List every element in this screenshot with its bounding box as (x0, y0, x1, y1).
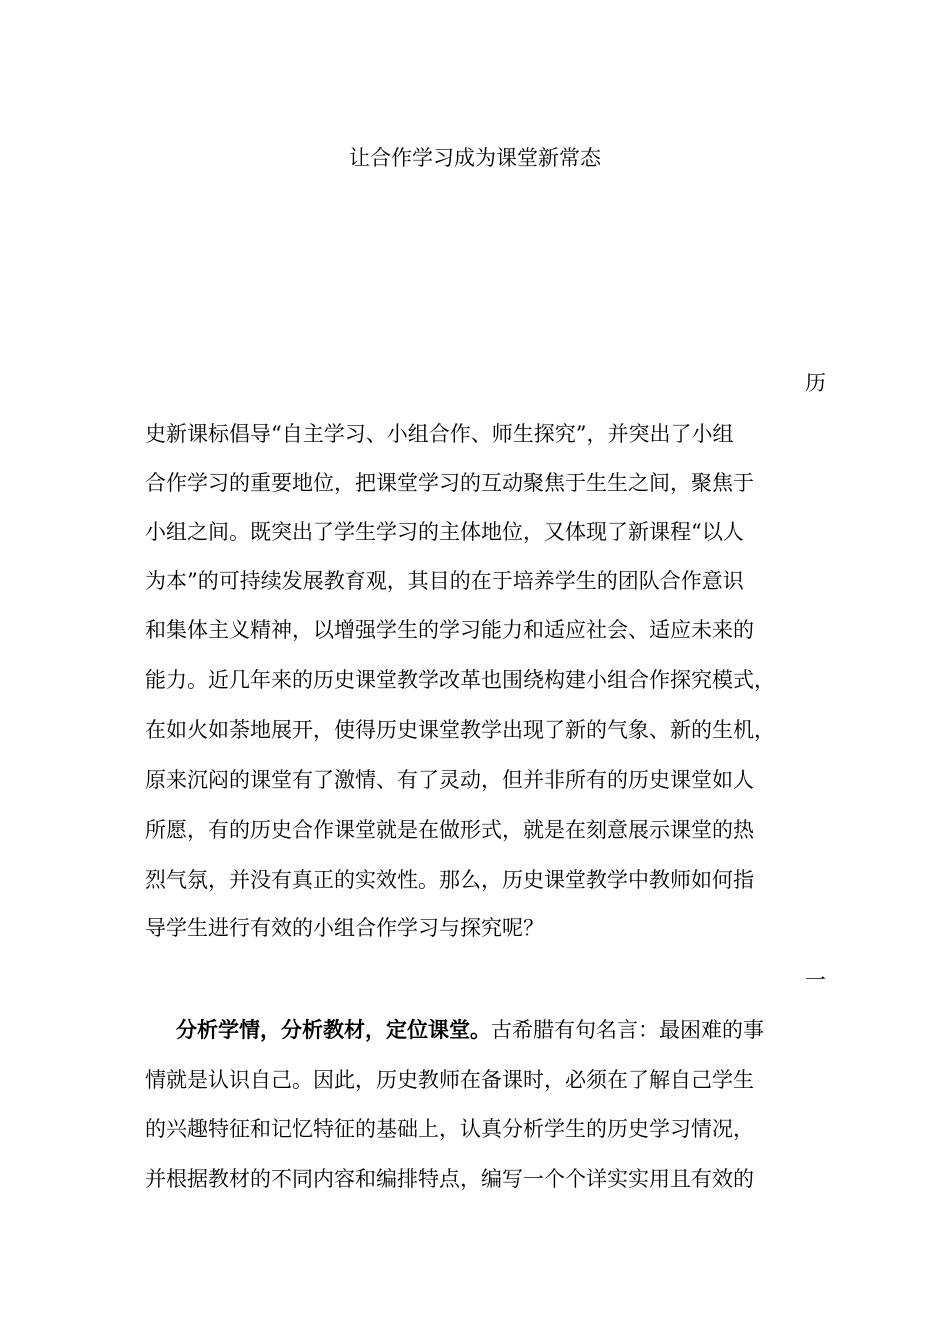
paragraph-line: 烈气氛，并没有真正的实效性。那么，历史课堂教学中教师如何指 (145, 868, 754, 892)
paragraph-line: 所愿，有的历史合作课堂就是在做形式，就是在刻意展示课堂的热 (145, 818, 754, 842)
paragraph-first-char: 历 (805, 371, 826, 395)
section-number: 一 (805, 968, 826, 992)
paragraph-line: 能力。近几年来的历史课堂教学改革也围绕构建小组合作探究模式， (145, 668, 775, 692)
paragraph-line: 为本”的可持续发展教育观，其目的在于培养学生的团队合作意识 (145, 569, 744, 593)
paragraph-line: 原来沉闷的课堂有了激情、有了灵动，但并非所有的历史课堂如人 (145, 768, 754, 792)
section-first-line-text: 古希腊有句名言：最困难的事 (491, 1018, 764, 1042)
paragraph-line: 和集体主义精神，以增强学生的学习能力和适应社会、适应未来的 (145, 618, 754, 642)
section-first-line (176, 1014, 764, 1046)
paragraph-line: 史新课标倡导“自主学习、小组合作、师生探究”，并突出了小组 (145, 422, 734, 446)
section-heading: 分析学情，分析教材，定位课堂。 (176, 1018, 491, 1042)
paragraph-line: 在如火如荼地展开，使得历史课堂教学出现了新的气象、新的生机， (145, 718, 775, 742)
paragraph-line: 小组之间。既突出了学生学习的主体地位，又体现了新课程“以人 (145, 520, 744, 544)
paragraph-line: 导学生进行有效的小组合作学习与探究呢？ (145, 916, 544, 940)
section-line: 的兴趣特征和记忆特征的基础上，认真分析学生的历史学习情况， (145, 1117, 754, 1141)
section-line: 情就是认识自己。因此，历史教师在备课时，必须在了解自己学生 (145, 1068, 754, 1092)
section-line: 并根据教材的不同内容和编排特点，编写一个个详实实用且有效的 (145, 1167, 754, 1191)
paragraph-line: 合作学习的重要地位，把课堂学习的互动聚焦于生生之间，聚焦于 (145, 471, 754, 495)
page-title: 让合作学习成为课堂新常态 (349, 146, 601, 170)
